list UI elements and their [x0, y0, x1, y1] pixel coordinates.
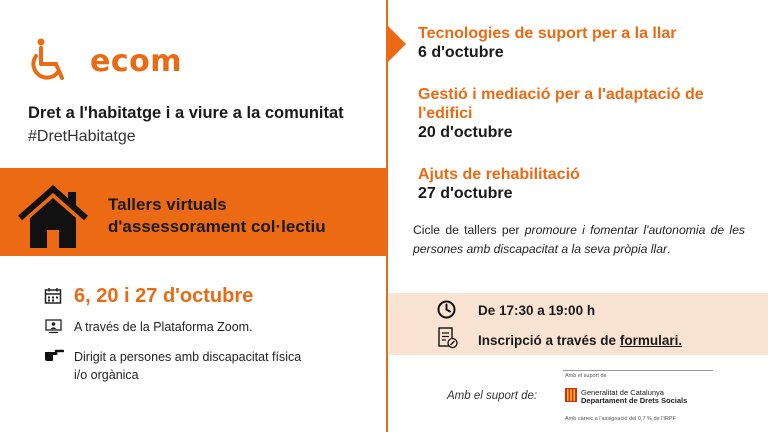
wheelchair-icon [28, 38, 88, 88]
support-small-top: Amb el suport de [565, 373, 607, 379]
registration-prefix: Inscripció a través de [478, 333, 620, 348]
generalitat-logo-icon [565, 388, 577, 402]
session-3 [418, 165, 758, 203]
session-2-title-line1: Gestió i mediació per a l'adaptació de [418, 86, 704, 103]
session-3-title: Ajuts de rehabilitació [418, 166, 580, 183]
gov-line2: Departament de Drets Socials [581, 396, 688, 405]
session-3-date: 27 d'octubre [418, 185, 513, 202]
form-edit-icon [438, 327, 458, 349]
gov-line1: Generalitat de Catalunya [581, 388, 664, 397]
logo-text: ecom [90, 44, 182, 79]
computer-user-icon [45, 319, 62, 334]
session-1 [418, 24, 758, 62]
divider-arrow [388, 26, 406, 62]
calendar-icon [44, 287, 62, 305]
time-text: De 17:30 a 19:00 h [478, 303, 596, 318]
registration-form-link[interactable]: formulari. [619, 333, 683, 348]
session-2-title-line2: l'edifici [418, 105, 473, 122]
band-title [108, 194, 378, 238]
dates-text: 6, 20 i 27 d'octubre [74, 285, 254, 307]
session-2-date: 20 d'octubre [418, 124, 513, 141]
support-label: Amb el suport de: [447, 390, 538, 402]
description-text [413, 221, 745, 259]
description-suffix: . [667, 242, 671, 256]
audience-line2: i/o orgànica [74, 368, 139, 382]
vertical-divider [386, 0, 388, 432]
support-divider [563, 370, 713, 371]
ecom-logo [28, 38, 182, 88]
platform-text: A través de la Plataforma Zoom. [74, 320, 253, 334]
description-emphasis: promoure i fomentar l'autonomia de les persones amb discapacitat a la seva pròpia llar [413, 223, 745, 256]
pointing-hand-icon [44, 348, 64, 362]
registration-text [478, 333, 682, 348]
audience-text [74, 348, 364, 384]
title-band [0, 168, 386, 256]
band-title-line2: d'assessorament col·lectiu [108, 217, 326, 236]
session-2 [418, 85, 758, 142]
headline: Dret a l'habitatge i a viure a la comunitat [28, 104, 344, 122]
support-small-bottom: Amb càrrec a l'assignació del 0,7 % de l'IRPF [565, 416, 676, 422]
session-1-date: 6 d'octubre [418, 44, 504, 61]
clock-icon [437, 300, 456, 319]
hashtag: #DretHabitatge [28, 128, 136, 145]
house-icon [16, 184, 90, 250]
audience-line1: Dirigit a persones amb discapacitat física [74, 350, 302, 364]
band-title-line1: Tallers virtuals [108, 195, 227, 214]
description-prefix: Cicle de tallers per [413, 223, 525, 237]
session-1-title: Tecnologies de suport per a la llar [418, 25, 677, 42]
